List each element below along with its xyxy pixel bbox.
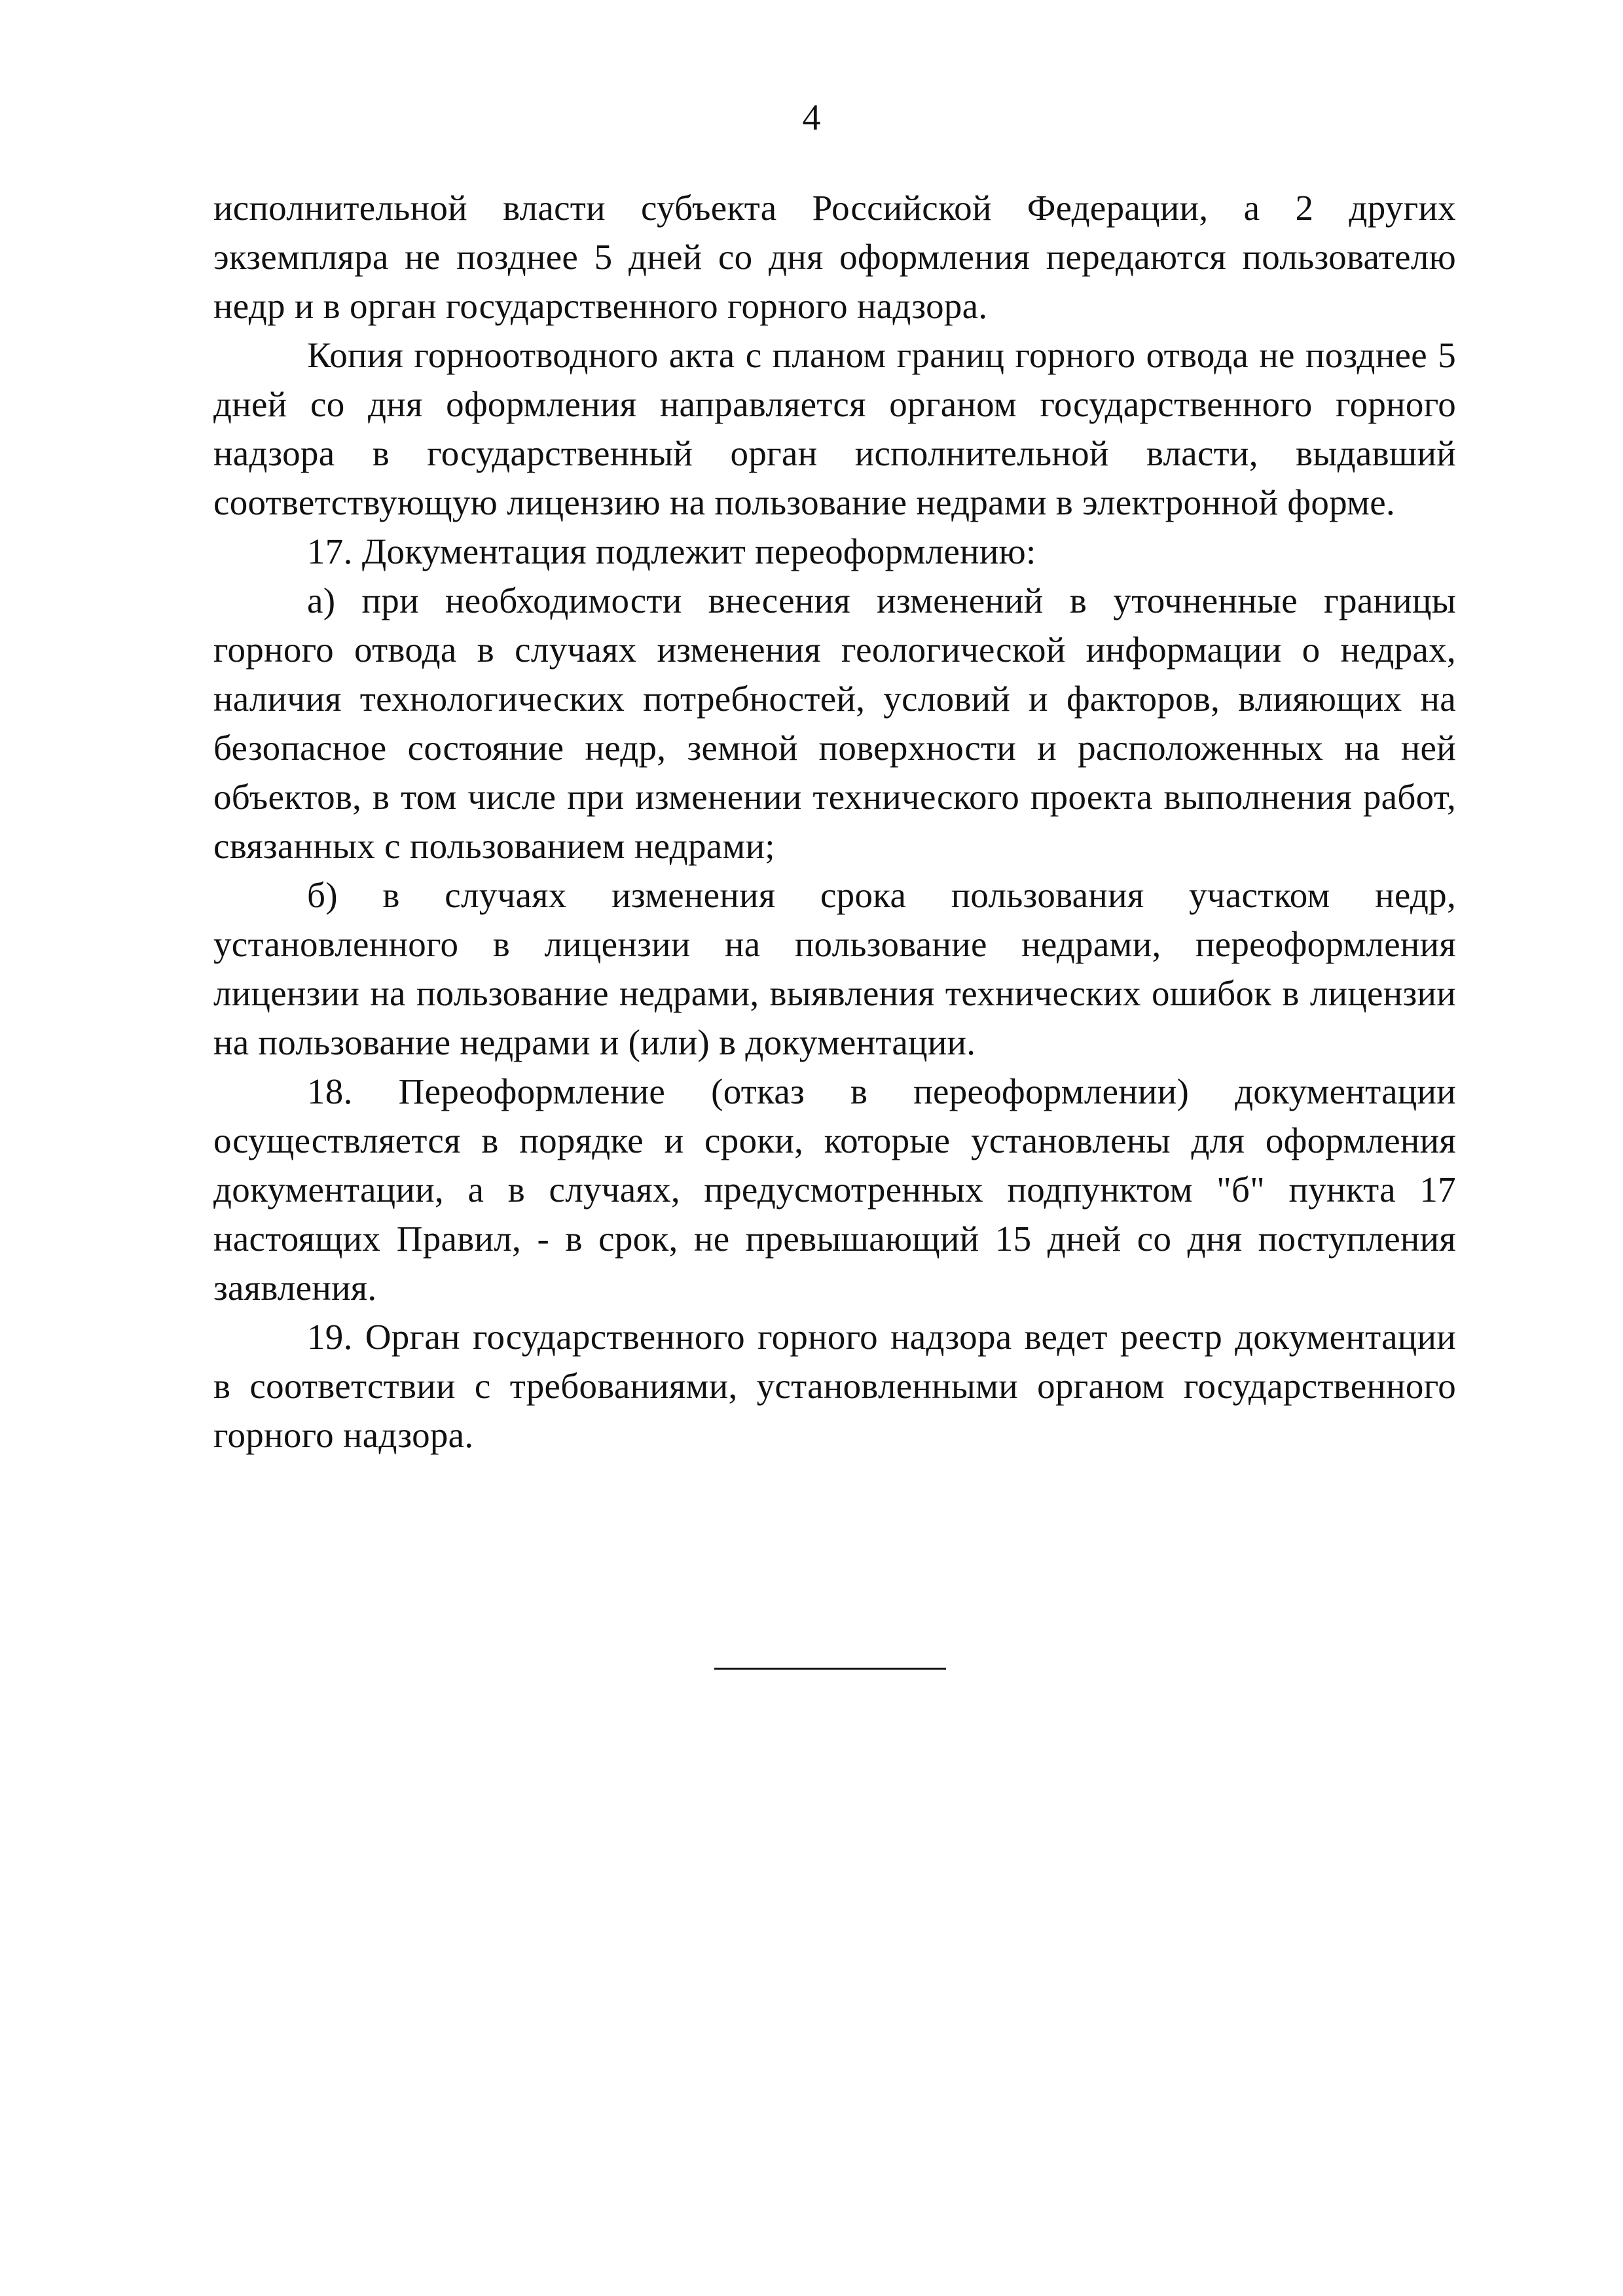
paragraph-item-17b: б) в случаях изменения срока пользования участком недр, установленного в лицензии на пользование недрами, переоформления лицензии на пользование недрами, выявления технических ошибок в лицензии на пользование недрами и (или) в документации.: [213, 875, 1456, 1062]
closing-divider: [714, 1668, 946, 1670]
paragraph-copy-of-act: Копия горноотводного акта с планом границ горного отвода не позднее 5 дней со дня оформления направляется органом государственного горного надзора в государственный орган исполнительной власти, выдавший соответствующую лицензию на пользование недрами в электронной форме.: [213, 335, 1456, 522]
paragraph-item-18: 18. Переоформление (отказ в переоформлении) документации осуществляется в порядке и сроки, которые установлены для оформления документации, а в случаях, предусмотренных подпунктом "б" пункта 17 настоящих Правил, - в срок, не превышающий 15 дней со дня поступления заявления.: [213, 1071, 1456, 1308]
paragraph-continuation: исполнительной власти субъекта Российской Федерации, а 2 других экземпляра не позднее 5 дней со дня оформления передаются пользователю недр и в орган государственного горного надзора.: [213, 188, 1456, 326]
paragraph-item-19: 19. Орган государственного горного надзора ведет реестр документации в соответствии с требованиями, установленными органом государственного горного надзора.: [213, 1317, 1456, 1455]
page-number: 4: [802, 98, 821, 138]
paragraph-item-17a: а) при необходимости внесения изменений в уточненные границы горного отвода в случаях изменения геологической информации о недрах, наличия технологических потребностей, условий и факторов, влияющих на безопасное состояние недр, земной поверхности и расположенных на ней объектов, в том числе при изменении технического проекта выполнения работ, связанных с пользованием недрами;: [213, 581, 1456, 866]
document-body: [213, 183, 1456, 1460]
paragraph-item-17: 17. Документация подлежит переоформлению:: [307, 531, 1036, 571]
